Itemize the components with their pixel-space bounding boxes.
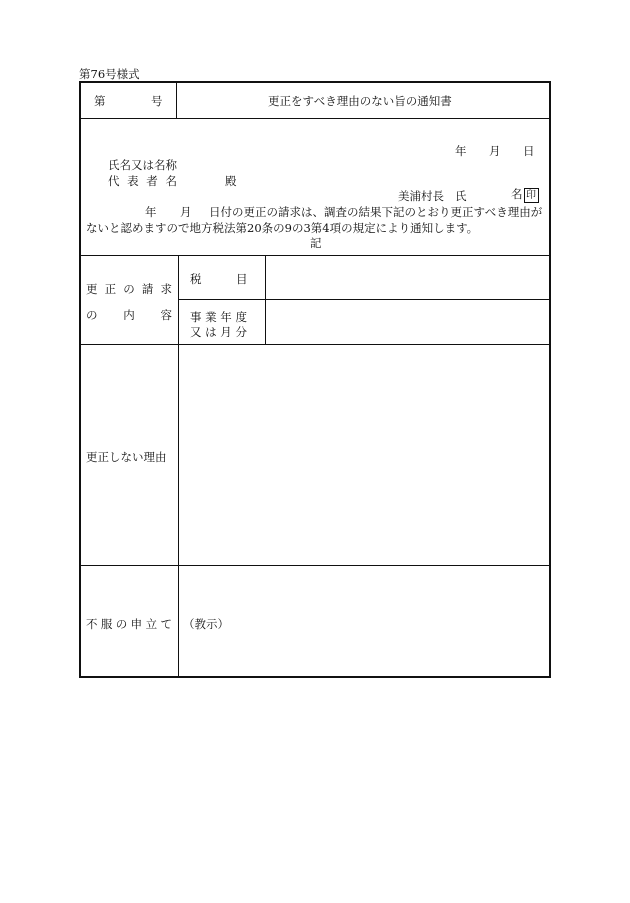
- no-correction-reason-label: 更正しない理由: [86, 450, 167, 464]
- issuer-name-right: [511, 186, 539, 203]
- number-label-right: 号: [151, 94, 163, 108]
- tax-item-label: 税 目: [190, 272, 248, 286]
- reason-section-bottom-line: [80, 565, 550, 566]
- issuer-title: 美浦村長: [398, 189, 444, 203]
- label-column-divider: [178, 255, 179, 677]
- body-line1: 日付の更正の請求は、調査の結果下記のとおり更正すべき理由が: [209, 205, 543, 219]
- body-year: 年: [145, 205, 157, 219]
- objection-content: （教示）: [183, 617, 229, 631]
- request-label-line1: 更 正 の 請 求: [86, 282, 172, 296]
- date-month: 月: [489, 144, 501, 158]
- issuer-name-left: 氏: [455, 189, 467, 203]
- request-label-line2: の 内 容: [86, 308, 172, 322]
- issuer-name-right-text: 名: [511, 187, 523, 201]
- notice-bottom-line: [80, 255, 550, 256]
- addressee-honorific: 殿: [225, 174, 237, 188]
- document-title: 更正をすべき理由のない旨の通知書: [268, 94, 452, 108]
- header-divider: [176, 82, 177, 118]
- addressee-rep-label: 代 表 者 名: [108, 174, 179, 188]
- seal-mark: 印: [524, 188, 539, 203]
- period-label-line1: 事 業 年 度: [190, 310, 247, 324]
- body-line2: ないと認めますので地方税法第20条の9の3第4項の規定により通知します。: [86, 221, 479, 235]
- period-label-line2: 又 は 月 分: [190, 325, 247, 339]
- header-bottom-line: [80, 118, 550, 119]
- date-day: 日: [523, 144, 535, 158]
- tax-item-row-line: [178, 299, 550, 300]
- ki-heading: 記: [310, 236, 322, 250]
- objection-label: 不 服 の 申 立 て: [86, 617, 172, 631]
- subcolumn-divider: [265, 255, 266, 345]
- date-year: 年: [455, 144, 467, 158]
- request-section-bottom-line: [80, 344, 550, 345]
- addressee-name-label: 氏名又は名称: [108, 158, 177, 172]
- number-label-left: 第: [94, 94, 106, 108]
- form-number: 第76号様式: [79, 67, 140, 81]
- body-month: 月: [180, 205, 192, 219]
